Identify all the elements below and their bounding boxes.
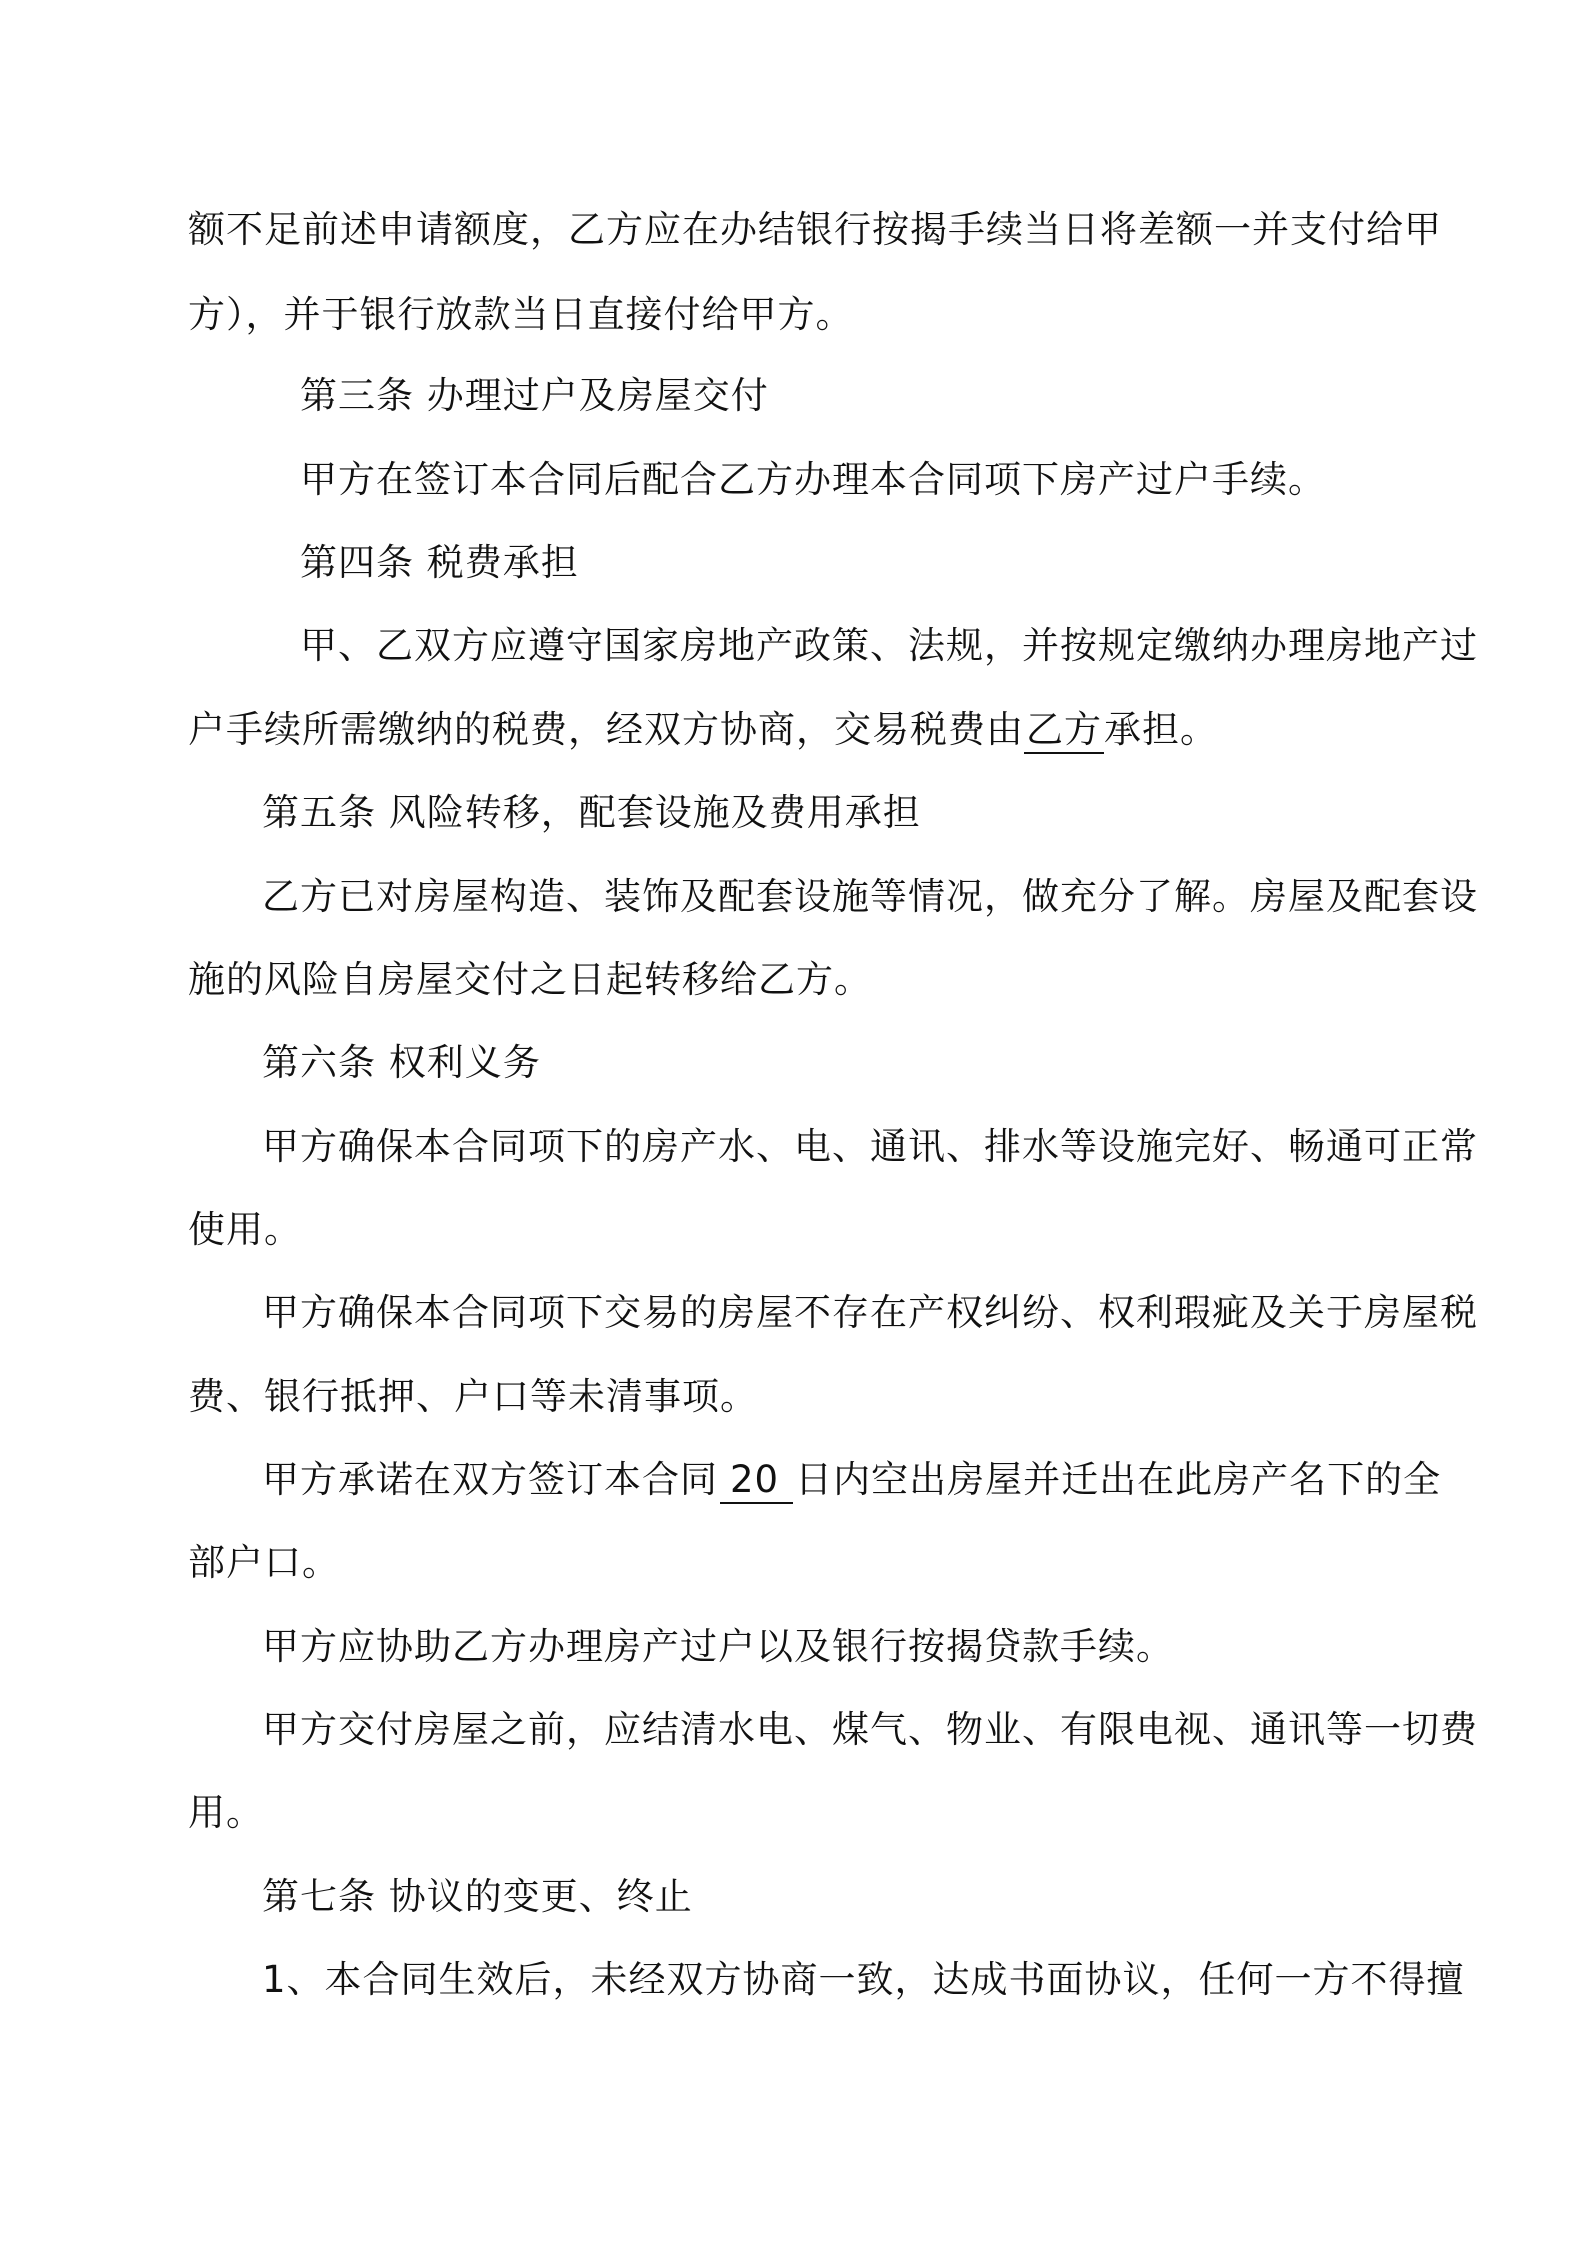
paragraph-line: 使用。 [188,1208,302,1251]
article-heading-7: 第七条 协议的变更、终止 [262,1875,693,1918]
paragraph-line: 1、本合同生效后，未经双方协商一致，达成书面协议，任何一方不得擅 [262,1958,1465,2001]
paragraph-line: 甲方交付房屋之前，应结清水电、煤气、物业、有限电视、通讯等一切费 [262,1708,1478,1751]
article-heading-3: 第三条 办理过户及房屋交付 [300,374,769,417]
paragraph-line: 方），并于银行放款当日直接付给甲方。 [188,293,854,336]
tax-bearer-field: 乙方 [1024,708,1104,754]
article-heading-5: 第五条 风险转移，配套设施及费用承担 [262,791,921,834]
article-heading-4: 第四条 税费承担 [300,541,579,584]
vacate-days-field: 20 [720,1458,793,1504]
paragraph-line: 甲方确保本合同项下的房产水、电、通讯、排水等设施完好、畅通可正常 [262,1125,1478,1168]
paragraph-line [188,705,1218,755]
paragraph-line: 甲方应协助乙方办理房产过户以及银行按揭贷款手续。 [262,1625,1174,1668]
paragraph-line: 费、银行抵押、户口等未清事项。 [188,1375,758,1418]
paragraph-line: 用。 [188,1791,264,1834]
text-segment: 甲方承诺在双方签订本合同 [262,1458,718,1501]
paragraph-line: 甲、乙双方应遵守国家房地产政策、法规，并按规定缴纳办理房地产过 [300,624,1478,667]
paragraph-line: 额不足前述申请额度，乙方应在办结银行按揭手续当日将差额一并支付给甲 [188,208,1442,251]
paragraph-line: 甲方确保本合同项下交易的房屋不存在产权纠纷、权利瑕疵及关于房屋税 [262,1291,1478,1334]
paragraph-line: 乙方已对房屋构造、装饰及配套设施等情况，做充分了解。房屋及配套设 [262,875,1478,918]
text-segment: 承担。 [1104,708,1218,751]
text-segment: 户手续所需缴纳的税费，经双方协商，交易税费由 [188,708,1024,751]
text-segment: 日内空出房屋并迁出在此房产名下的全 [795,1458,1442,1501]
paragraph-line: 施的风险自房屋交付之日起转移给乙方。 [188,958,872,1001]
paragraph-line: 甲方在签订本合同后配合乙方办理本合同项下房产过户手续。 [300,458,1326,501]
paragraph-line [262,1455,1441,1505]
paragraph-line: 部户口。 [188,1541,340,1584]
article-heading-6: 第六条 权利义务 [262,1041,541,1084]
